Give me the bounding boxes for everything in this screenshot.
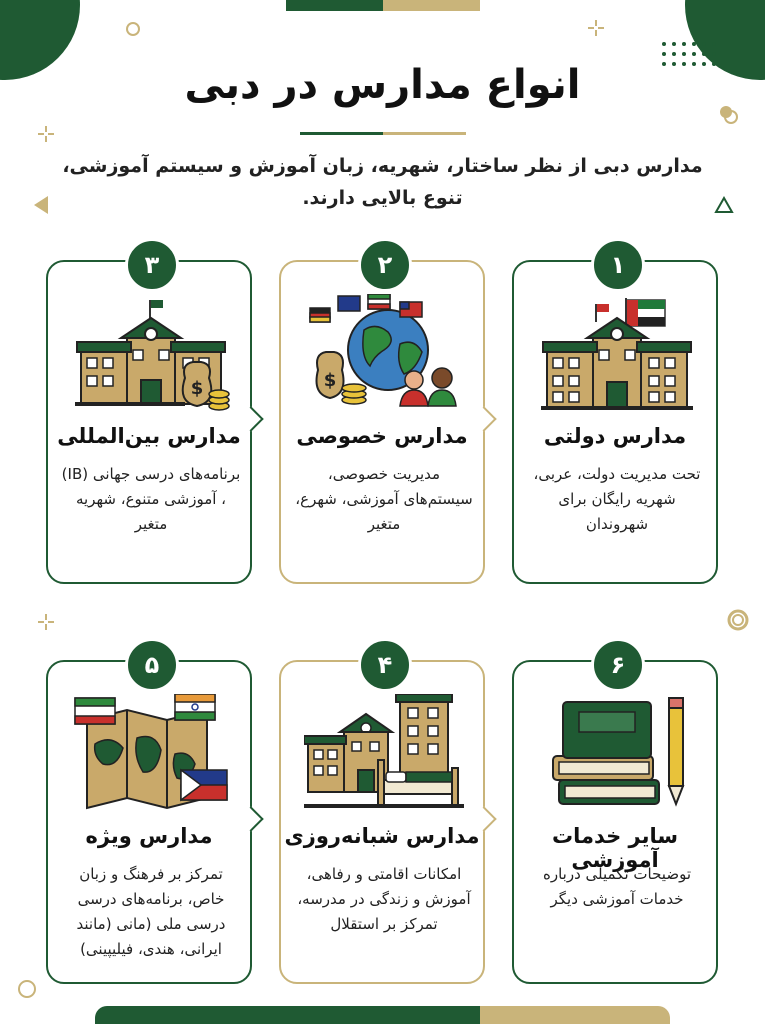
card-title: مدارس خصوصی [296, 424, 468, 448]
card-number-badge: ۲ [358, 238, 412, 292]
intro-text: مدارس دبی از نظر ساختار، شهریه، زبان آموزش و سیستم آموزشی، تنوع بالایی دارند. [62, 155, 703, 209]
card-other-services [512, 651, 718, 984]
ring-decoration-icon [726, 608, 750, 632]
card-title: مدارس ویژه [85, 824, 213, 848]
map-flags-icon [71, 694, 231, 812]
card-title: مدارس بین‌المللی [57, 424, 241, 448]
triangle-decoration-icon [714, 196, 734, 214]
books-pencil-icon [537, 694, 697, 812]
card-number-badge: ۱ [591, 238, 645, 292]
top-accent-bar [286, 0, 480, 11]
sparkle-decoration-icon [36, 612, 56, 632]
card-public-schools [512, 251, 718, 584]
card-description: برنامه‌های درسی جهانی (IB) ، آموزشی متنوع، شهریه متغیر [61, 465, 241, 533]
card-description: تمرکز بر فرهنگ و زبان خاص، برنامه‌های درسی درسی ملی (مانی (مانند ایرانی، هندی، فیلیپینی) [76, 865, 226, 958]
card-special-schools [46, 651, 252, 984]
card-international-schools [46, 251, 252, 584]
sparkle-decoration-icon [586, 18, 606, 38]
card-description: امکانات اقامتی و رفاهی، آموزش و زندگی در مدرسه، تمرکز بر استقلال [297, 865, 471, 933]
card-description: تحت مدیریت دولت، عربی، شهریه رایگان برای شهروندان [533, 465, 701, 533]
school-bed-icon [304, 694, 464, 812]
triangle-decoration-icon [32, 194, 50, 216]
card-number-badge: ۴ [358, 638, 412, 692]
card-private-schools [279, 251, 485, 584]
card-boarding-schools [279, 651, 485, 984]
ring-decoration-icon [16, 978, 38, 1000]
card-description: توضیحات تکمیلی درباره خدمات آموزشی دیگر [543, 865, 691, 908]
school-uae-flag-icon [537, 294, 697, 412]
card-title: سایر خدمات آموزشی [551, 824, 679, 872]
title-underline [300, 132, 466, 135]
school-money-icon [71, 294, 231, 412]
card-description: مدیریت خصوصی، سیستم‌های آموزشی، شهرع، متغیر [295, 465, 473, 533]
card-number-badge: ۳ [125, 238, 179, 292]
svg-text:$: $ [190, 378, 204, 399]
card-number-badge: ۵ [125, 638, 179, 692]
sparkle-decoration-icon [36, 124, 56, 144]
globe-flags-money-icon [304, 294, 464, 412]
svg-text:$: $ [323, 370, 337, 391]
card-title: مدارس دولتی [543, 424, 687, 448]
card-number-badge: ۶ [591, 638, 645, 692]
card-title: مدارس شبانه‌روزی [284, 824, 480, 848]
ring-decoration-icon [124, 20, 142, 38]
bottom-accent-bar [95, 1006, 670, 1024]
page-title: انواع مدارس در دبی [184, 62, 581, 108]
